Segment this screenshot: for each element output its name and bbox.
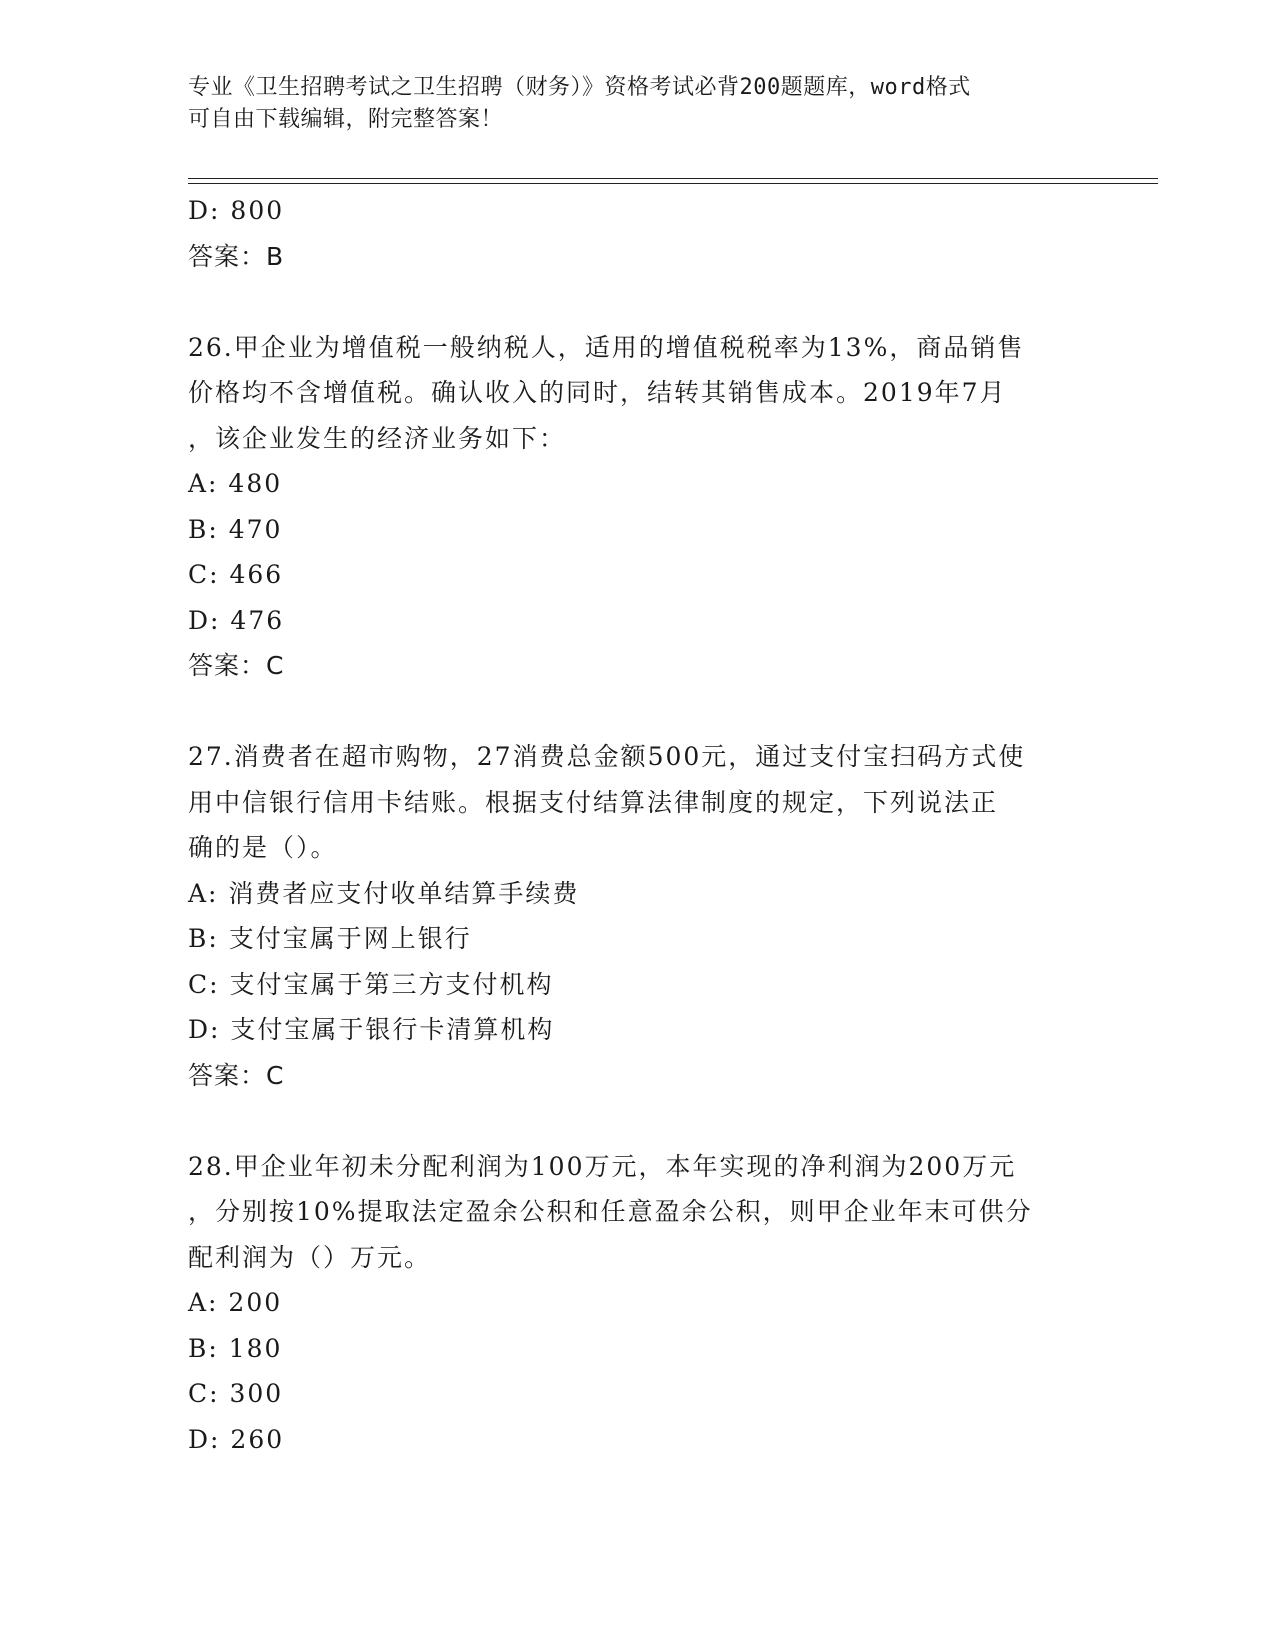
option-b: B: 180 xyxy=(188,1333,283,1363)
question-25-tail xyxy=(188,188,1088,279)
option-a: A: 200 xyxy=(188,1288,283,1317)
header-title-line-1: 专业《卫生招聘考试之卫生招聘（财务）》资格考试必背200题题库，word格式 xyxy=(188,75,971,100)
option-b: B: 支付宝属于网上银行 xyxy=(188,924,472,953)
option-a: A: 480 xyxy=(188,469,283,498)
question-stem-line: 价格均不含增值税。确认收入的同时，结转其销售成本。2019年7月 xyxy=(188,378,1007,407)
header-title-line-2: 可自由下载编辑，附完整答案！ xyxy=(188,107,504,132)
question-stem-line: ，分别按10%提取法定盈余公积和任意盈余公积，则甲企业年末可供分 xyxy=(188,1197,1033,1226)
answer-text: 答案：C xyxy=(188,651,285,680)
question-stem-line: 26.甲企业为增值税一般纳税人，适用的增值税税率为13%，商品销售 xyxy=(188,332,1025,362)
option-c: C: 466 xyxy=(188,560,284,589)
header-divider-top xyxy=(188,178,1158,179)
answer-text: 答案：B xyxy=(188,241,285,271)
option-d: D: 260 xyxy=(188,1424,285,1454)
spacer xyxy=(188,279,1088,325)
question-stem-line: 配利润为（）万元。 xyxy=(188,1242,432,1272)
answer-text: 答案：C xyxy=(188,1060,285,1090)
header-divider-bottom xyxy=(188,183,1158,184)
question-stem-line: 用中信银行信用卡结账。根据支付结算法律制度的规定，下列说法正 xyxy=(188,787,999,817)
spacer xyxy=(188,689,1088,735)
question-stem-line: ，该企业发生的经济业务如下： xyxy=(188,423,567,453)
option-d: D: 800 xyxy=(188,196,285,225)
question-28 xyxy=(188,1144,1088,1463)
question-content xyxy=(188,188,1088,1462)
question-stem-line: 28.甲企业年初未分配利润为100万元，本年实现的净利润为200万元 xyxy=(188,1151,1017,1181)
option-a: A: 消费者应支付收单结算手续费 xyxy=(188,878,580,908)
option-d: D: 476 xyxy=(188,605,285,635)
question-stem-line: 27.消费者在超市购物，27消费总金额500元，通过支付宝扫码方式使 xyxy=(188,742,1026,771)
spacer xyxy=(188,1098,1088,1144)
option-b: B: 470 xyxy=(188,514,283,544)
option-d: D: 支付宝属于银行卡清算机构 xyxy=(188,1015,555,1044)
question-26 xyxy=(188,325,1088,689)
question-27 xyxy=(188,734,1088,1098)
document-header xyxy=(188,72,1068,136)
question-stem-line: 确的是（）。 xyxy=(188,833,338,862)
option-c: C: 支付宝属于第三方支付机构 xyxy=(188,969,554,999)
option-c: C: 300 xyxy=(188,1379,284,1408)
